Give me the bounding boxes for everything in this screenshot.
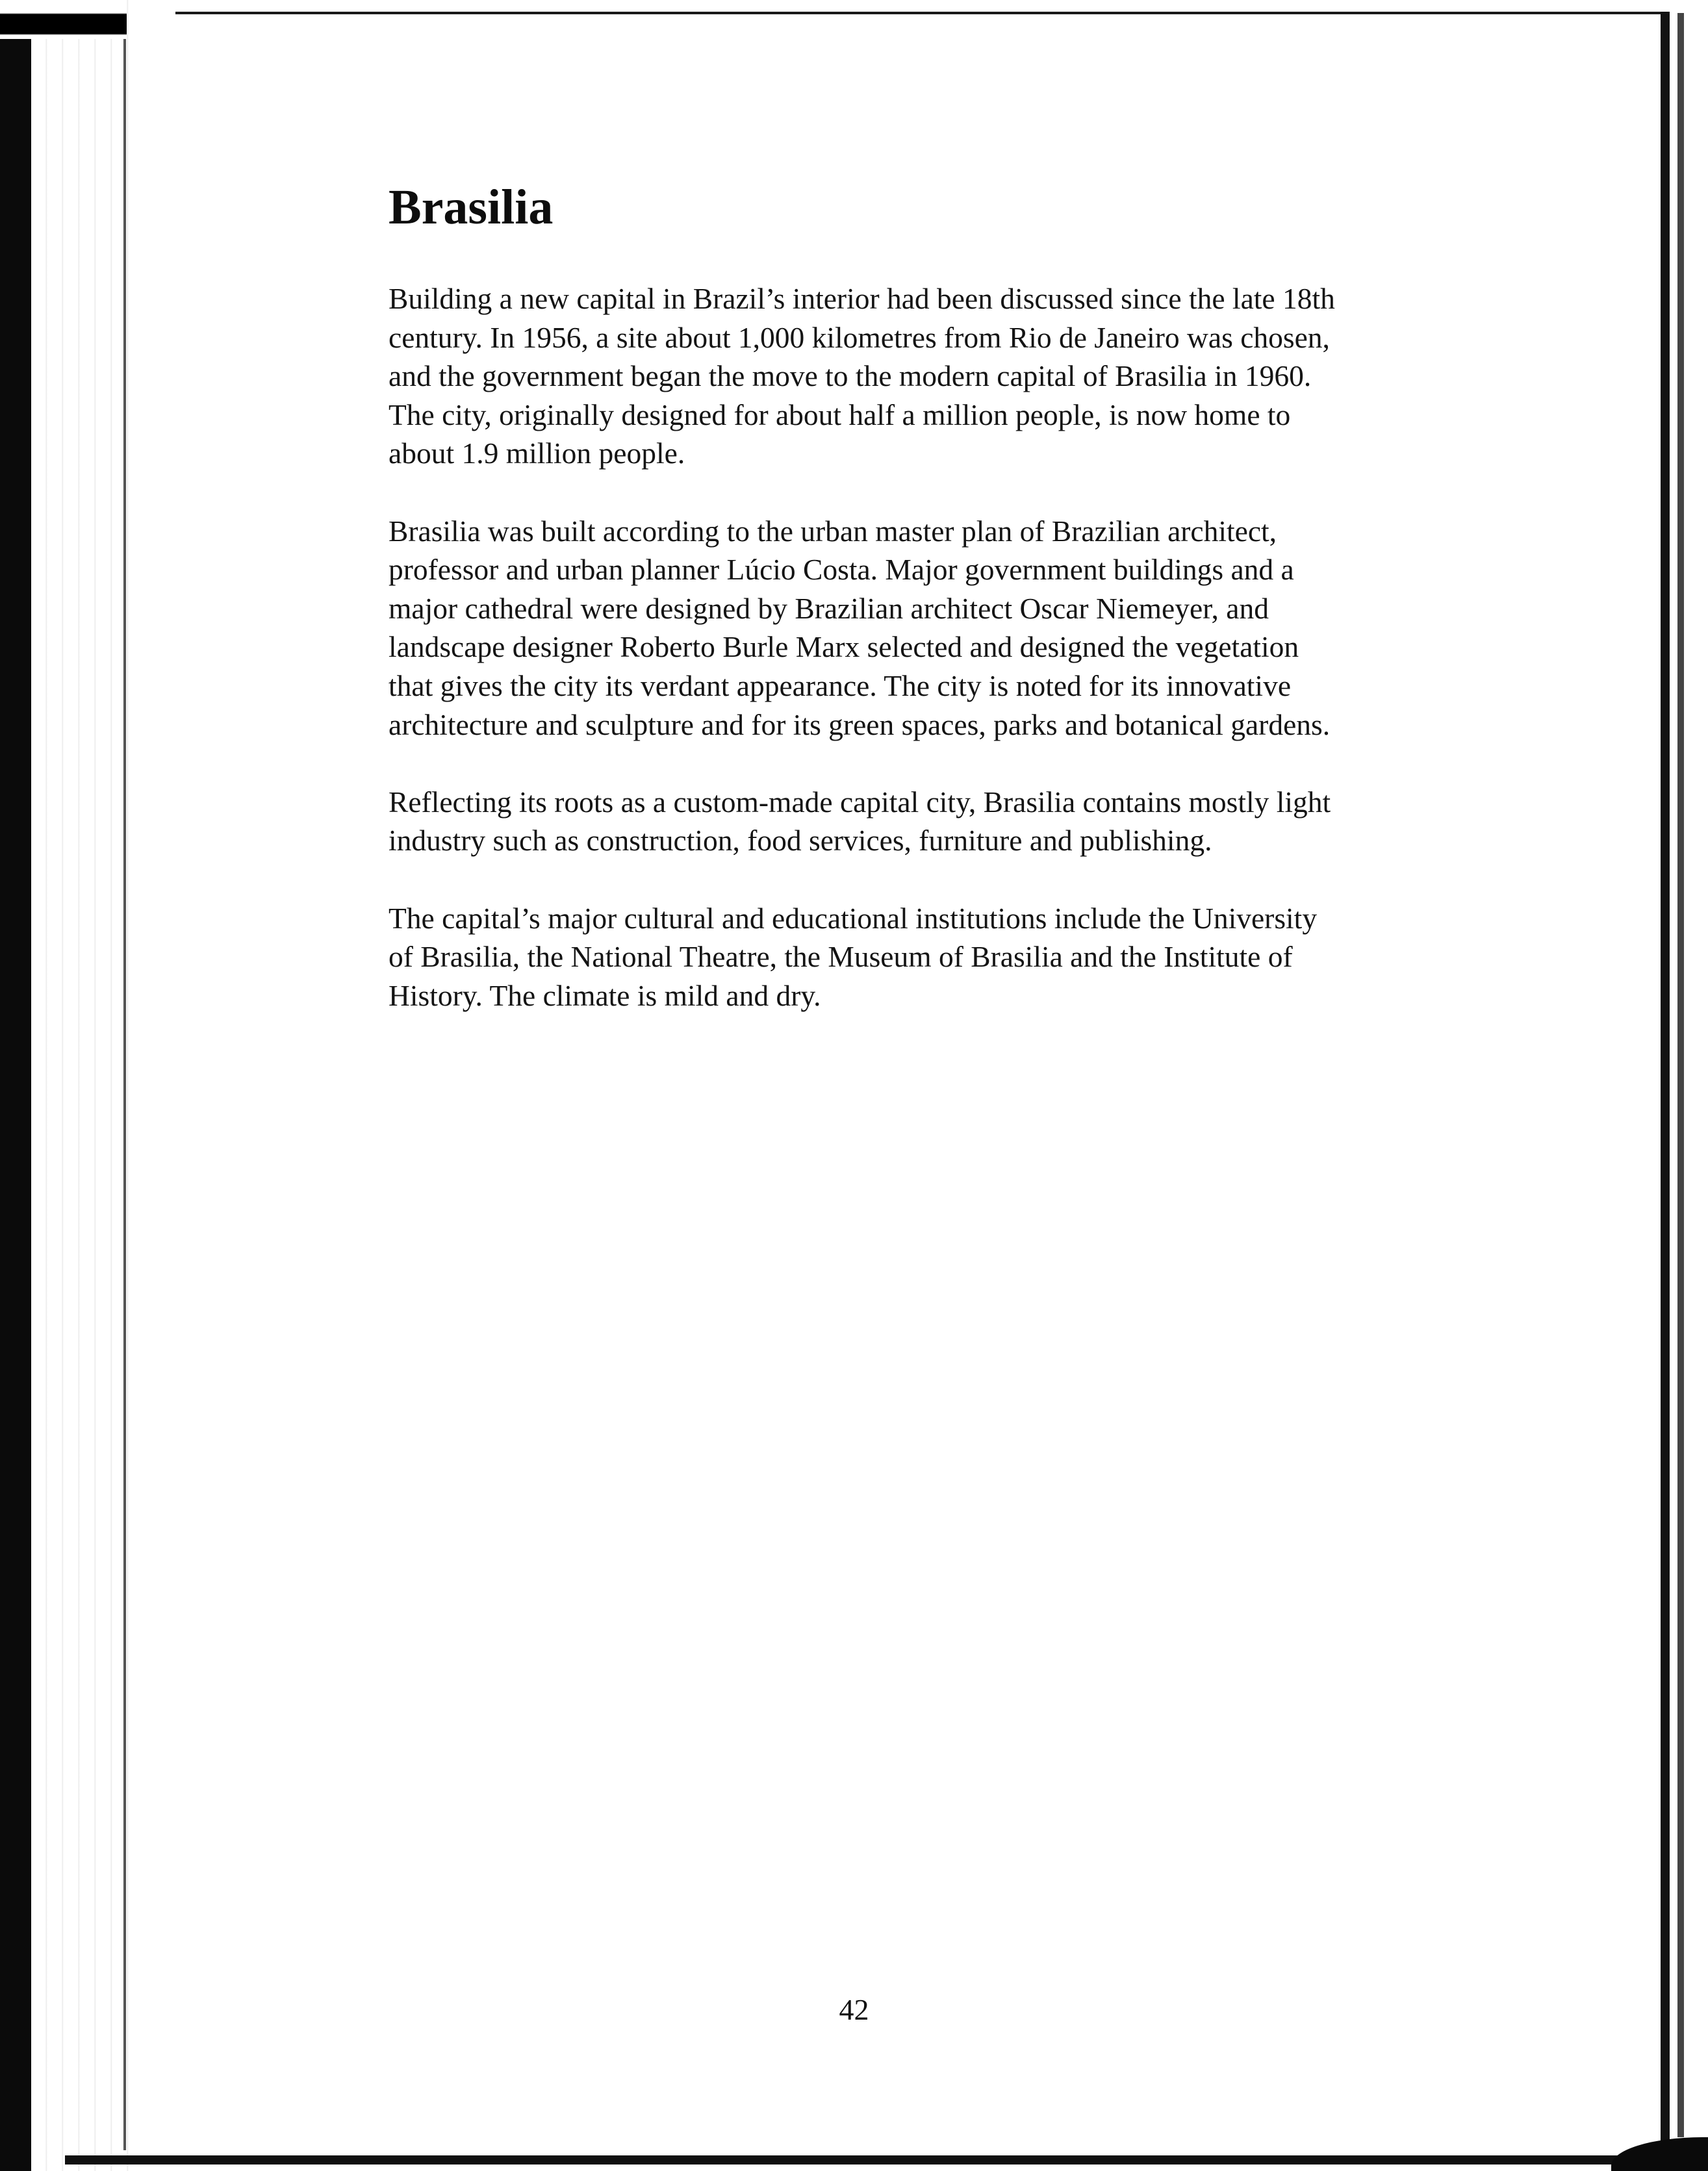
text-line: Reflecting its roots as a custom-made capital city, Brasilia contains mostly light	[389, 785, 1331, 819]
scan-corner-bottom-right	[1611, 2137, 1708, 2171]
page-number: 42	[839, 1993, 869, 2026]
body-text	[389, 279, 1460, 1054]
text-line: Brasilia was built according to the urban master plan of Brazilian architect,	[389, 514, 1277, 548]
text-line: of Brasilia, the National Theatre, the Museum of Brasilia and the Institute of	[389, 940, 1293, 974]
text-line: century. In 1956, a site about 1,000 kilometres from Rio de Janeiro was chosen,	[389, 320, 1330, 354]
text-line: The capital’s major cultural and educational institutions include the University	[389, 901, 1318, 935]
text-line: industry such as construction, food services, furniture and publishing.	[389, 824, 1212, 857]
text-line: The city, originally designed for about half a million people, is now home to	[389, 398, 1291, 431]
text-line: and the government began the move to the modern capital of Brasilia in 1960.	[389, 359, 1312, 393]
scan-edge-left	[0, 0, 31, 2171]
text-line: professor and urban planner Lúcio Costa. Major government buildings and a	[389, 553, 1294, 587]
text-line: Building a new capital in Brazil’s interior had been discussed since the late 18th	[389, 282, 1335, 315]
paragraph-4	[389, 899, 1460, 1015]
scan-inner-line-left	[123, 19, 126, 2150]
paragraph-1	[389, 279, 1460, 473]
scan-corner-top-left	[0, 0, 127, 39]
page-title: Brasilia	[389, 180, 554, 235]
scan-edge-bottom	[65, 2155, 1670, 2165]
text-line: about 1.9 million people.	[389, 437, 685, 470]
paragraph-2	[389, 512, 1460, 744]
scan-edge-right-inner	[1677, 13, 1684, 2137]
scan-edge-top	[175, 12, 1670, 14]
text-line: that gives the city its verdant appearance. The city is noted for its innovative	[389, 668, 1292, 702]
scan-binding-margin	[31, 0, 129, 2171]
text-line: History. The climate is mild and dry.	[389, 978, 821, 1012]
text-line: major cathedral were designed by Brazilian architect Oscar Niemeyer, and	[389, 591, 1269, 625]
paragraph-3	[389, 783, 1460, 860]
text-line: landscape designer Roberto Burle Marx selected and designed the vegetation	[389, 630, 1299, 664]
scan-edge-right	[1661, 12, 1670, 2155]
text-line: architecture and sculpture and for its green spaces, parks and botanical gardens.	[389, 707, 1331, 741]
